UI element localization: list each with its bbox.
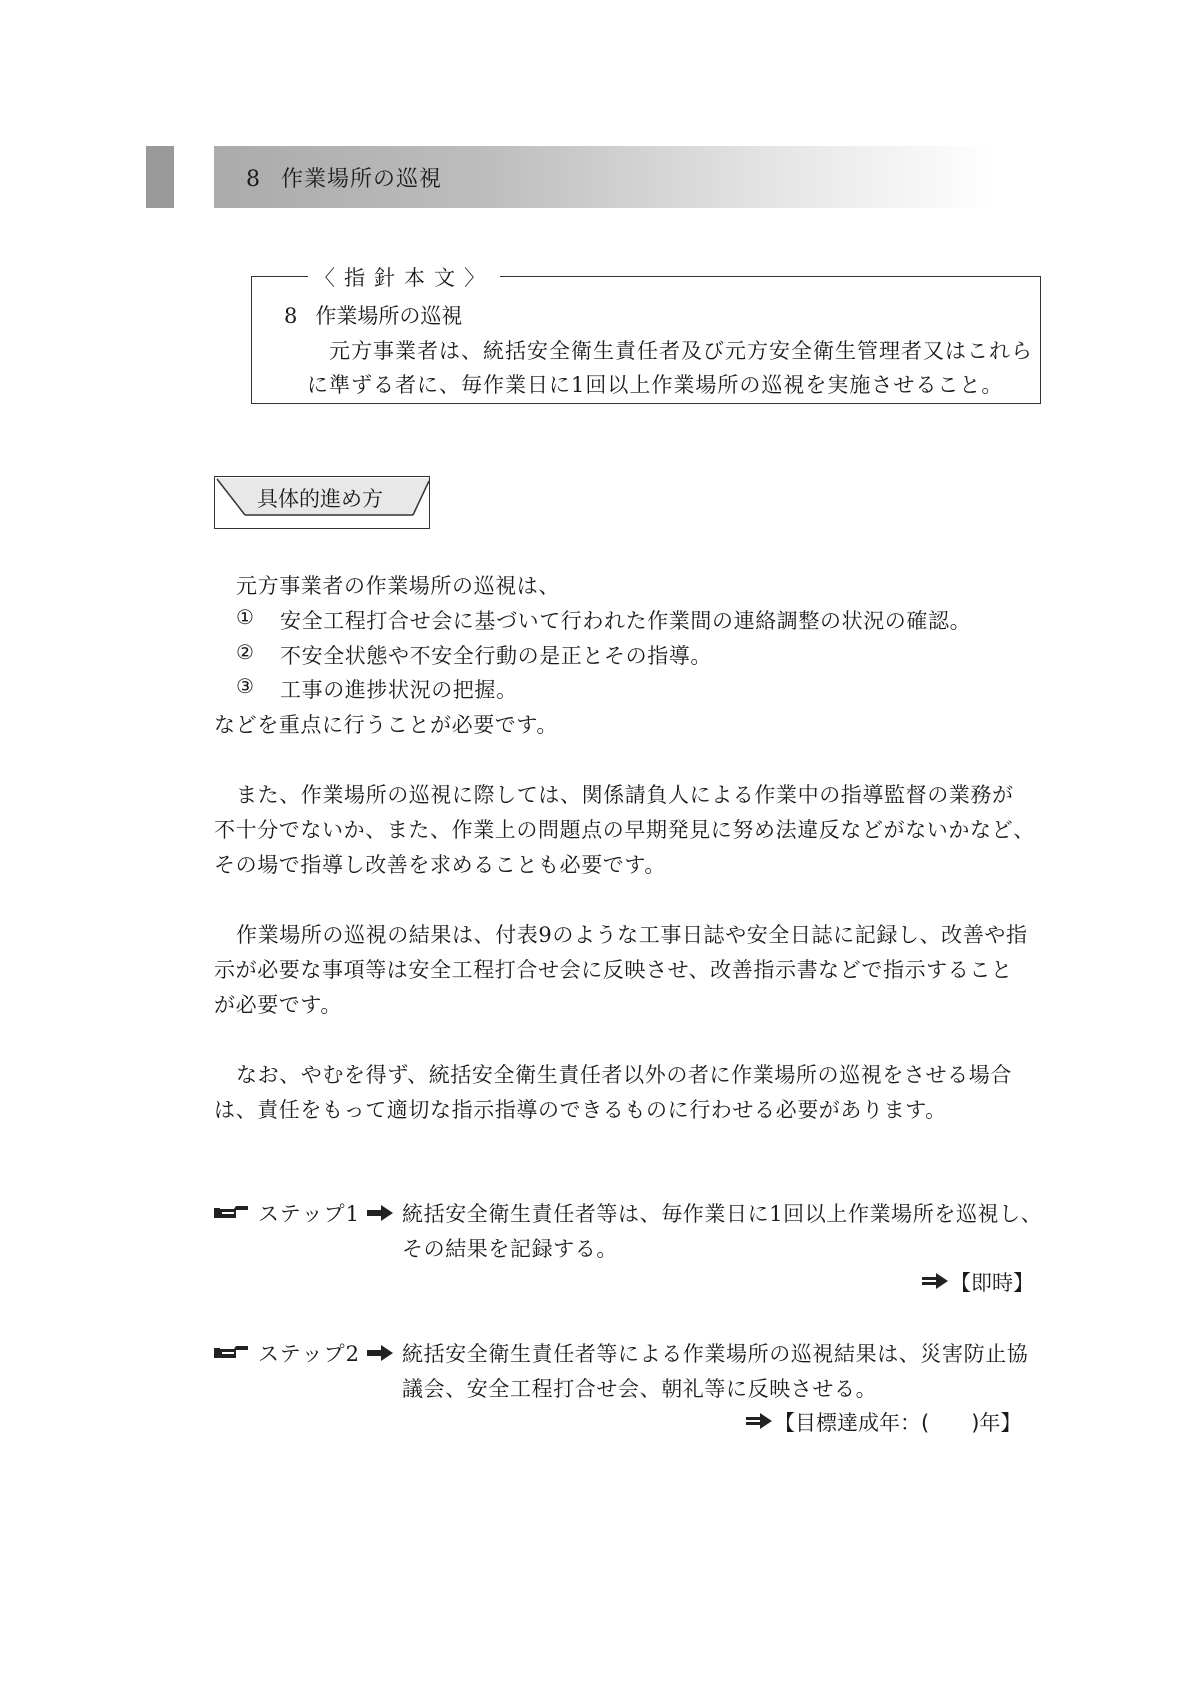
pointing-hand-icon: [214, 1204, 250, 1220]
guideline-heading: [284, 300, 462, 330]
paragraph2-line-2: 不十分でないか、また、作業上の問題点の早期発見に努め法違反などがないかなど、: [214, 818, 1035, 842]
guideline-line-1: 元方事業者は、統括安全衛生責任者及び元方安全衛生管理者又はこれら: [329, 339, 1033, 363]
paragraph2-line-1: また、作業場所の巡視に際しては、関係請負人による作業中の指導監督の業務が: [236, 783, 1014, 807]
step-2-result: 【目標達成年：( )年】: [774, 1411, 1022, 1435]
section-number: 8: [246, 167, 261, 192]
paragraph1-outro: などを重点に行うことが必要です。: [214, 713, 558, 737]
step-1-result: 【即時】: [950, 1271, 1034, 1295]
step-1-label: ステップ1: [258, 1202, 360, 1226]
step-1-line-2: その結果を記録する。: [402, 1237, 618, 1261]
item-1-mark: ①: [236, 605, 254, 629]
item-2-mark: ②: [236, 640, 254, 664]
item-1-text: 安全工程打合せ会に基づいて行われた作業間の連絡調整の状況の確認。: [280, 609, 972, 633]
paragraph4-line-2: は、責任をもって適切な指示指導のできるものに行わせる必要があります。: [214, 1098, 947, 1122]
step-2-line-1: 統括安全衛生責任者等による作業場所の巡視結果は、災害防止協: [402, 1342, 1029, 1366]
step-2-label: ステップ2: [258, 1342, 360, 1366]
arrow-right-icon: [367, 1205, 393, 1221]
paragraph3-line-3: が必要です。: [214, 993, 342, 1017]
item-3-text: 工事の進捗状況の把握。: [280, 678, 518, 702]
section-title-text: 作業場所の巡視: [281, 167, 443, 192]
paragraph2-line-3: その場で指導し改善を求めることも必要です。: [214, 853, 666, 877]
header-band-gap: [174, 146, 214, 208]
paragraph3-line-2: 示が必要な事項等は安全工程打合せ会に反映させ、改善指示書などで指示すること: [214, 958, 1013, 982]
pointing-hand-icon: [214, 1344, 250, 1360]
double-arrow-right-icon: [922, 1273, 948, 1289]
arrow-right-icon: [367, 1345, 393, 1361]
section-title: [246, 162, 442, 193]
double-arrow-right-icon: [746, 1413, 772, 1429]
guideline-line-2: に準ずる者に、毎作業日に1回以上作業場所の巡視を実施させること。: [307, 373, 1004, 397]
paragraph1-intro: 元方事業者の作業場所の巡視は、: [236, 574, 560, 598]
item-3-mark: ③: [236, 674, 254, 698]
paragraph4-line-1: なお、やむを得ず、統括安全衛生責任者以外の者に作業場所の巡視をさせる場合: [236, 1063, 1012, 1087]
guideline-heading-title: 作業場所の巡視: [315, 304, 463, 328]
guideline-heading-number: 8: [284, 304, 298, 328]
method-label: 具体的進め方: [257, 487, 383, 511]
step-2-line-2: 議会、安全工程打合せ会、朝礼等に反映させる。: [402, 1377, 878, 1401]
step-1-line-1: 統括安全衛生責任者等は、毎作業日に1回以上作業場所を巡視し、: [402, 1202, 1043, 1226]
guideline-label: 〈指針本文〉: [308, 262, 500, 292]
paragraph3-line-1: 作業場所の巡視の結果は、付表9のような工事日誌や安全日誌に記録し、改善や指: [236, 923, 1028, 947]
item-2-text: 不安全状態や不安全行動の是正とその指導。: [280, 644, 712, 668]
header-band-side: [146, 146, 174, 208]
